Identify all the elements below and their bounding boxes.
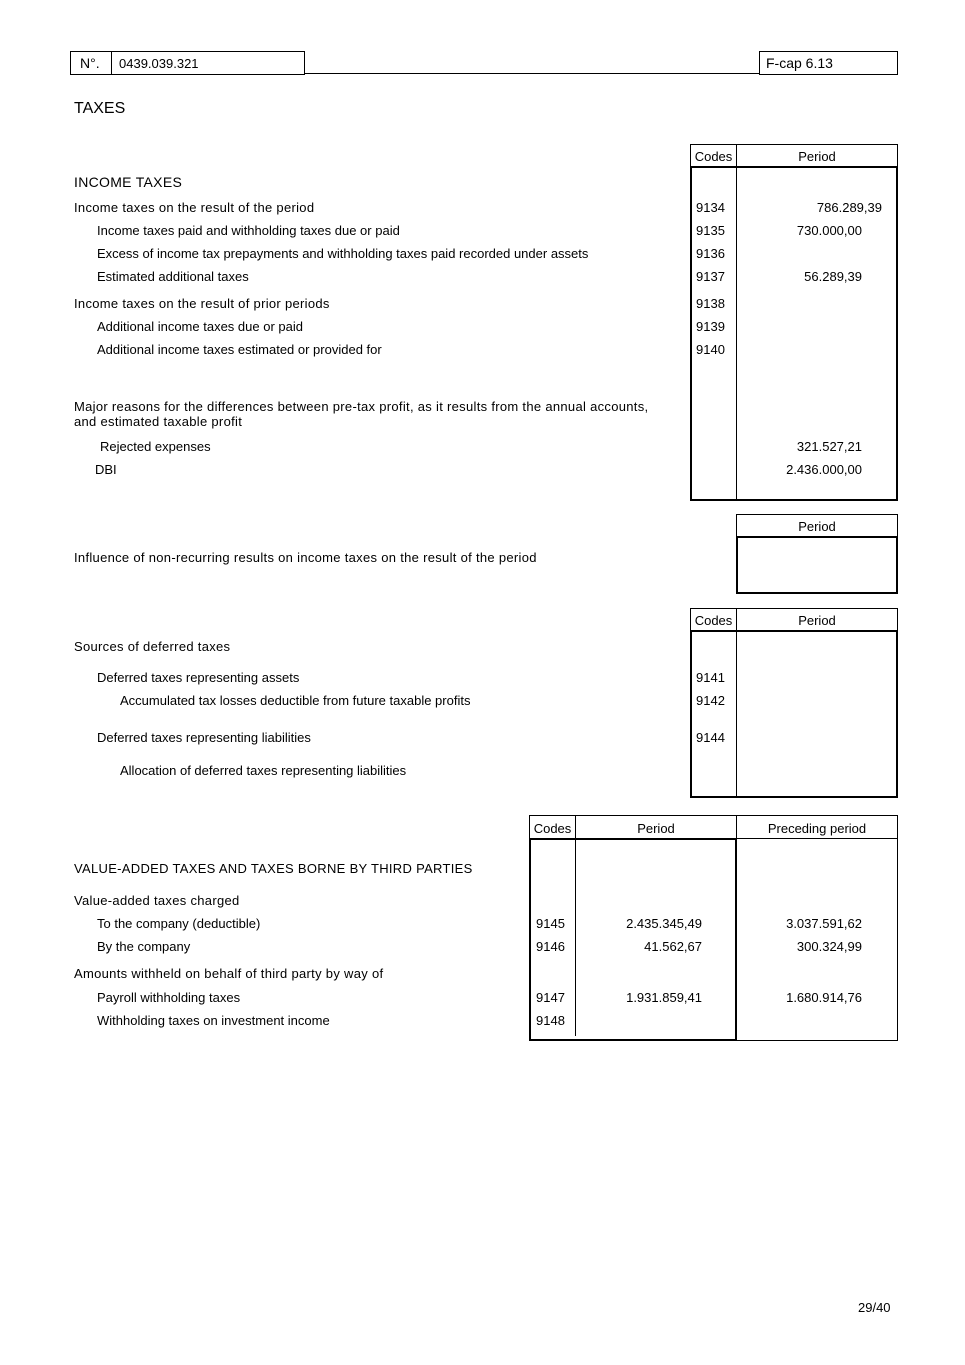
income-taxes-heading: INCOME TAXES <box>74 174 183 190</box>
vat-row-preceding: 300.324,99 <box>796 939 862 954</box>
vat-row-preceding: 1.680.914,76 <box>786 990 862 1005</box>
income-col-divider <box>736 166 737 500</box>
nonrec-value-box <box>736 536 898 594</box>
form-code: F-cap 6.13 <box>766 55 833 71</box>
income-row-label: Additional income taxes due or paid <box>97 319 303 334</box>
deferred-row-code: 9142 <box>696 693 725 708</box>
income-row-value: 786.289,39 <box>816 200 882 215</box>
vat-withheld-heading: Amounts withheld on behalf of third party by way of <box>74 966 384 981</box>
income-col-codes: Codes <box>694 149 733 164</box>
page-title: TAXES <box>74 100 126 117</box>
vat-row-label: To the company (deductible) <box>97 916 261 931</box>
vat-col-period: Period <box>637 821 675 836</box>
deferred-table-body <box>690 630 898 798</box>
income-col-period: Period <box>798 149 836 164</box>
company-number: 0439.039.321 <box>119 56 199 71</box>
vat-row-code: 9145 <box>536 916 565 931</box>
income-row-code: 9135 <box>696 223 725 238</box>
deferred-row-label: Allocation of deferred taxes representing liabilities <box>120 763 407 778</box>
nonrec-label: Influence of non-recurring results on income taxes on the result of the period <box>74 550 537 565</box>
vat-charged-heading: Value-added taxes charged <box>74 893 240 908</box>
income-row-value: 730.000,00 <box>796 223 862 238</box>
vat-row-code: 9148 <box>536 1013 565 1028</box>
page-number: 29/40 <box>858 1300 891 1315</box>
income-row-code: 9134 <box>696 200 725 215</box>
vat-row-period: 1.931.859,41 <box>626 990 702 1005</box>
income-row-code: 9136 <box>696 246 725 261</box>
income-row-code: 9137 <box>696 269 725 284</box>
reason-value: 2.436.000,00 <box>786 462 862 477</box>
reasons-heading-line2: and estimated taxable profit <box>74 414 243 429</box>
deferred-col-codes: Codes <box>694 613 733 628</box>
income-row-label: Income taxes on the result of prior periods <box>74 296 330 311</box>
vat-heading: VALUE-ADDED TAXES AND TAXES BORNE BY THIRD PARTIES <box>74 861 473 876</box>
income-row-code: 9138 <box>696 296 725 311</box>
vat-row-code: 9146 <box>536 939 565 954</box>
income-row-label: Income taxes paid and withholding taxes due or paid <box>97 223 400 238</box>
header-no-label: N°. <box>80 55 100 71</box>
deferred-col-divider <box>736 630 737 797</box>
reason-value: 321.527,21 <box>796 439 862 454</box>
deferred-row-code: 9144 <box>696 730 725 745</box>
income-row-code: 9140 <box>696 342 725 357</box>
income-row-label: Income taxes on the result of the period <box>74 200 315 215</box>
reason-label: DBI <box>95 462 117 477</box>
income-row-label: Excess of income tax prepayments and withholding taxes paid recorded under assets <box>97 246 589 261</box>
reasons-heading-line1: Major reasons for the differences between pre-tax profit, as it results from the annual accounts, <box>74 399 649 414</box>
nonrec-col-period: Period <box>798 519 836 534</box>
deferred-row-label: Accumulated tax losses deductible from future taxable profits <box>120 693 471 708</box>
reason-label: Rejected expenses <box>100 439 211 454</box>
income-row-value: 56.289,39 <box>804 269 862 284</box>
vat-row-label: By the company <box>97 939 191 954</box>
income-row-code: 9139 <box>696 319 725 334</box>
vat-col-preceding: Preceding period <box>767 821 867 836</box>
vat-row-period: 2.435.345,49 <box>626 916 702 931</box>
vat-row-label: Withholding taxes on investment income <box>97 1013 330 1028</box>
deferred-row-label: Deferred taxes representing assets <box>97 670 300 685</box>
header-rule <box>304 73 760 74</box>
income-row-label: Additional income taxes estimated or provided for <box>97 342 382 357</box>
deferred-row-code: 9141 <box>696 670 725 685</box>
deferred-heading: Sources of deferred taxes <box>74 639 231 654</box>
vat-row-code: 9147 <box>536 990 565 1005</box>
vat-col-divider <box>575 838 576 1036</box>
deferred-row-label: Deferred taxes representing liabilities <box>97 730 311 745</box>
income-row-label: Estimated additional taxes <box>97 269 249 284</box>
deferred-col-period: Period <box>798 613 836 628</box>
vat-row-period: 41.562,67 <box>644 939 702 954</box>
vat-col-codes: Codes <box>533 821 572 836</box>
vat-row-preceding: 3.037.591,62 <box>786 916 862 931</box>
vat-row-label: Payroll withholding taxes <box>97 990 241 1005</box>
